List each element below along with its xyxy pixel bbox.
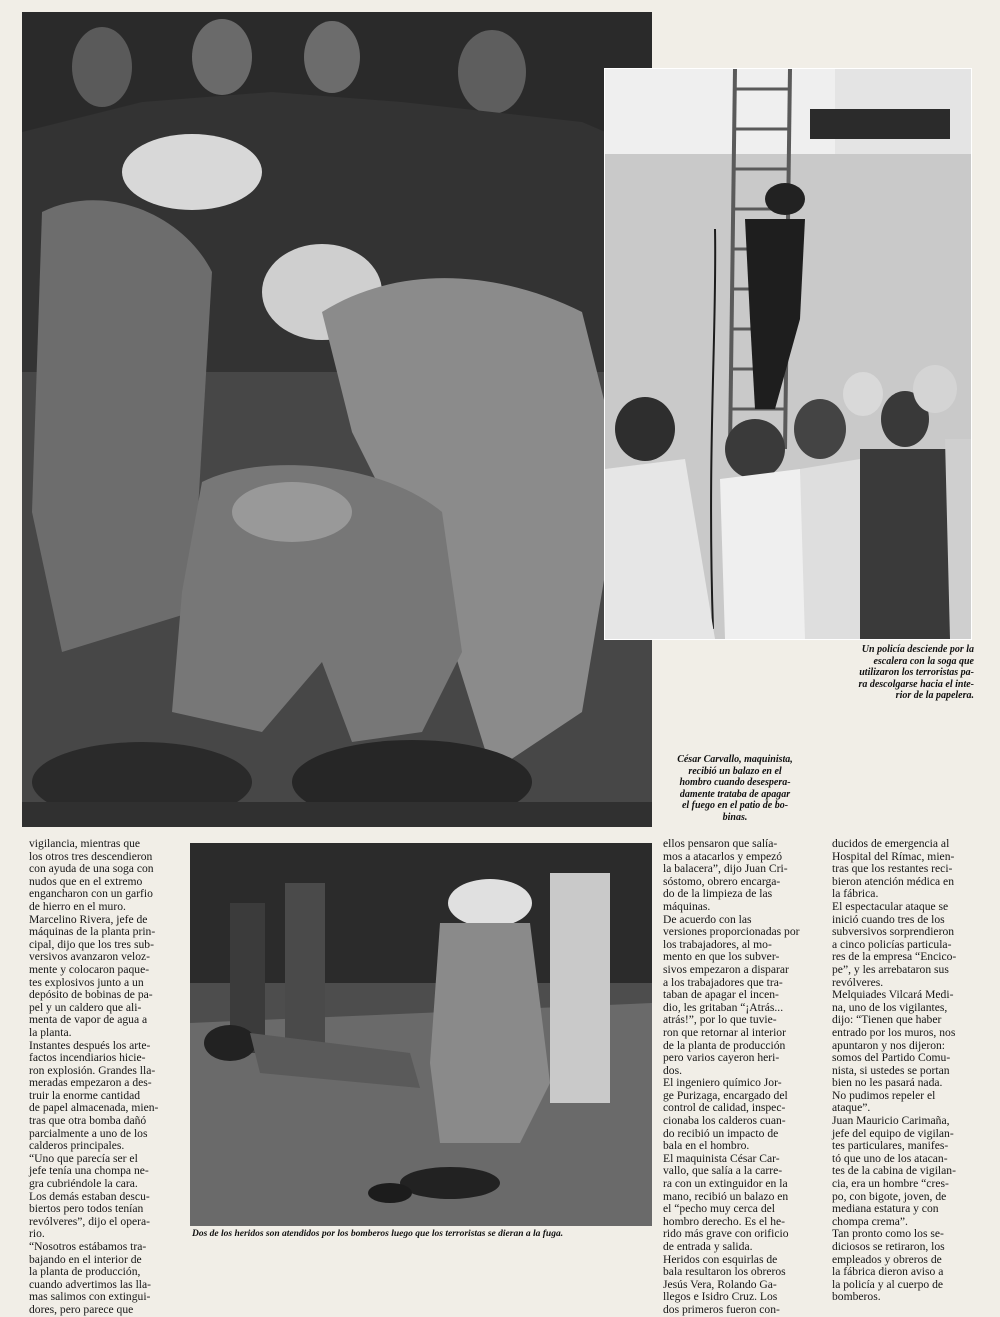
bottom-photo <box>190 843 652 1226</box>
main-photo-caption: César Carvallo, maquinista, recibió un balazo en el hombro cuando desespera- damente trataba de apagar el fuego en el patio de bo- binas. <box>677 754 793 823</box>
ladder-photo <box>604 68 972 640</box>
bottom-photo-caption: Dos de los heridos son atendidos por los bomberos luego que los terroristas se dieran a la fuga. <box>192 1229 564 1239</box>
article-column-3: ellos pensaron que salía- mos a atacarlos y empezó la balacera”, dijo Juan Cri- sóstomo, obrero encarga- do de la limpieza de las máquinas. De acuerdo con las versiones proporcionadas por los trabajadores, al mo- mento en que los subver- sivos empezaron a disparar a los trabajadores que tra- taban de apagar el incen- dio, les gritaban “¡Atrás... atrás!”, por lo que tuvie- ron que retornar al interior de la planta de producción pero varios cayeron heri- dos. El ingeniero químico Jor- ge Purizaga, encargado del control de calidad, inspec- cionaba los calderos cuan- do recibió un impacto de bala en el hombro. El maquinista César Car- vallo, que salía a la carre- ra con un extinguidor en la mano, recibió un balazo en el “pecho muy cerca del hombro derecho. Es el he- rido más grave con orificio de entrada y salida. Heridos con esquirlas de bala resultaron los obreros Jesús Vera, Rolando Ga- llegos e Isidro Cruz. Los dos primeros fueron con- <box>663 837 800 1316</box>
article-column-1: vigilancia, mientras que los otros tres descendieron con ayuda de una soga con nudos que en el extremo engancharon con un garfio de hierro en el muro. Marcelino Rivera, jefe de máquinas de la planta prin- cipal, dijo que los tres sub- versivos avanzaron veloz- mente y colocaron paque- tes explosivos junto a un depósito de bobinas de pa- pel y un caldero que ali- menta de vapor de agua a la planta. Instantes después los arte- factos incendiarios hicie- ron explosión. Grandes lla- meradas empezaron a des- truir la enorme cantidad de papel almacenada, mien- tras que otra bomba dañó parcialmente a uno de los calderos principales. “Uno que parecía ser el jefe tenía una chompa ne- gra cubriéndole la cara. Los demás estaban descu- biertos pero todos tenían revólveres”, dijo el opera- rio. “Nosotros estábamos tra- bajando en el interior de la planta de producción, cuando advertimos las lla- mas salimos con extingui- dores, pero parece que <box>29 837 159 1316</box>
ladder-photo-caption: Un policía desciende por la escalera con la soga que utilizaron los terroristas pa- ra descolgarse hacia el inte- rior de la papelera. <box>858 644 974 701</box>
article-column-4: ducidos de emergencia al Hospital del Rímac, mien- tras que los restantes reci- bieron atención médica en la fábrica. El espectacular ataque se inició cuando tres de los subversivos sorprendieron a cinco policías particula- res de la empresa “Encico- pe”, y les arrebataron sus revólveres. Melquiades Vilcará Medi- na, uno de los vigilantes, dijo: “Tienen que haber entrado por los muros, nos apuntaron y nos dijeron: somos del Partido Comu- nista, si ustedes se portan bien no les pasará nada. No pudimos repeler el ataque”. Juan Mauricio Carimaña, jefe del equipo de vigilan- tes particulares, manifes- tó que uno de los atacan- tes de la cabina de vigilan- cia, era un hombre “cres- po, con bigote, joven, de mediana estatura y con chompa crema”. Tan pronto como los se- diciosos se retiraron, los empleados y obreros de la fábrica dieron aviso a la policía y al cuerpo de bomberos. <box>832 837 957 1304</box>
main-photo <box>22 12 652 827</box>
